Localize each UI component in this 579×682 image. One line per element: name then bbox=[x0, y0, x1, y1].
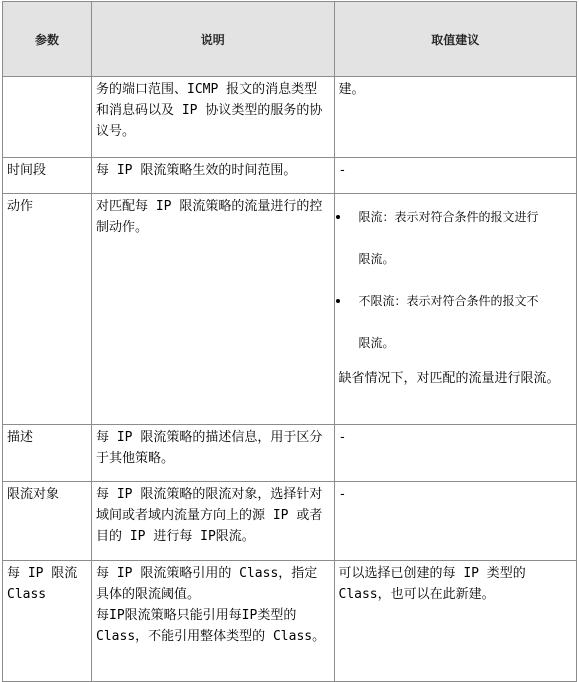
table-row bbox=[3, 158, 577, 194]
table-row bbox=[3, 561, 577, 682]
default-note: 缺省情况下，对匹配的流量进行限流。 bbox=[338, 371, 560, 386]
cell-advice: - bbox=[334, 158, 577, 194]
desc-paragraph: 每IP限流策略只能引用每IP类型的 Class，不能引用整体类型的 Class。 bbox=[96, 608, 326, 644]
bullet-icon bbox=[336, 215, 340, 219]
bullet-text: 限流。 bbox=[358, 336, 395, 350]
cell-param bbox=[3, 77, 92, 158]
cell-desc: 每 IP 限流策略的限流对象，选择针对域间或者域内流量方向上的源 IP 或者目的 IP 进行每 IP限流。 bbox=[92, 482, 334, 561]
cell-desc: 务的端口范围、ICMP 报文的消息类型和消息码以及 IP 协议类型的服务的协议号。 bbox=[92, 77, 334, 158]
list-item bbox=[339, 322, 573, 364]
cell-advice: - bbox=[334, 482, 577, 561]
cell-desc: 每 IP 限流策略的描述信息，用于区分于其他策略。 bbox=[92, 425, 334, 482]
desc-paragraph: 每 IP 限流策略引用的 Class，指定具体的限流阈值。 bbox=[96, 566, 318, 602]
list-item bbox=[339, 280, 573, 322]
cell-param: 时间段 bbox=[3, 158, 92, 194]
list-item bbox=[339, 196, 573, 238]
parameter-table bbox=[2, 1, 577, 682]
list-item bbox=[339, 238, 573, 280]
cell-advice: 可以选择已创建的每 IP 类型的 Class，也可以在此新建。 bbox=[334, 561, 577, 682]
action-option-list bbox=[339, 196, 573, 364]
cell-param: 动作 bbox=[3, 194, 92, 425]
header-desc: 说明 bbox=[92, 2, 334, 77]
cell-advice bbox=[334, 194, 577, 425]
bullet-icon bbox=[336, 299, 340, 303]
cell-desc bbox=[92, 561, 334, 682]
cell-advice: 建。 bbox=[334, 77, 577, 158]
header-advice: 取值建议 bbox=[334, 2, 577, 77]
cell-advice: - bbox=[334, 425, 577, 482]
cell-desc: 每 IP 限流策略生效的时间范围。 bbox=[92, 158, 334, 194]
table-row bbox=[3, 425, 577, 482]
table-row bbox=[3, 194, 577, 425]
table-row bbox=[3, 482, 577, 561]
table-header-row bbox=[3, 2, 577, 77]
cell-param: 描述 bbox=[3, 425, 92, 482]
bullet-text: 限流：表示对符合条件的报文进行 bbox=[358, 210, 539, 224]
cell-param: 每 IP 限流 Class bbox=[3, 561, 92, 682]
bullet-text: 限流。 bbox=[358, 252, 395, 266]
cell-desc: 对匹配每 IP 限流策略的流量进行的控制动作。 bbox=[92, 194, 334, 425]
cell-param: 限流对象 bbox=[3, 482, 92, 561]
header-param: 参数 bbox=[3, 2, 92, 77]
bullet-text: 不限流：表示对符合条件的报文不 bbox=[358, 294, 539, 308]
table-row bbox=[3, 77, 577, 158]
